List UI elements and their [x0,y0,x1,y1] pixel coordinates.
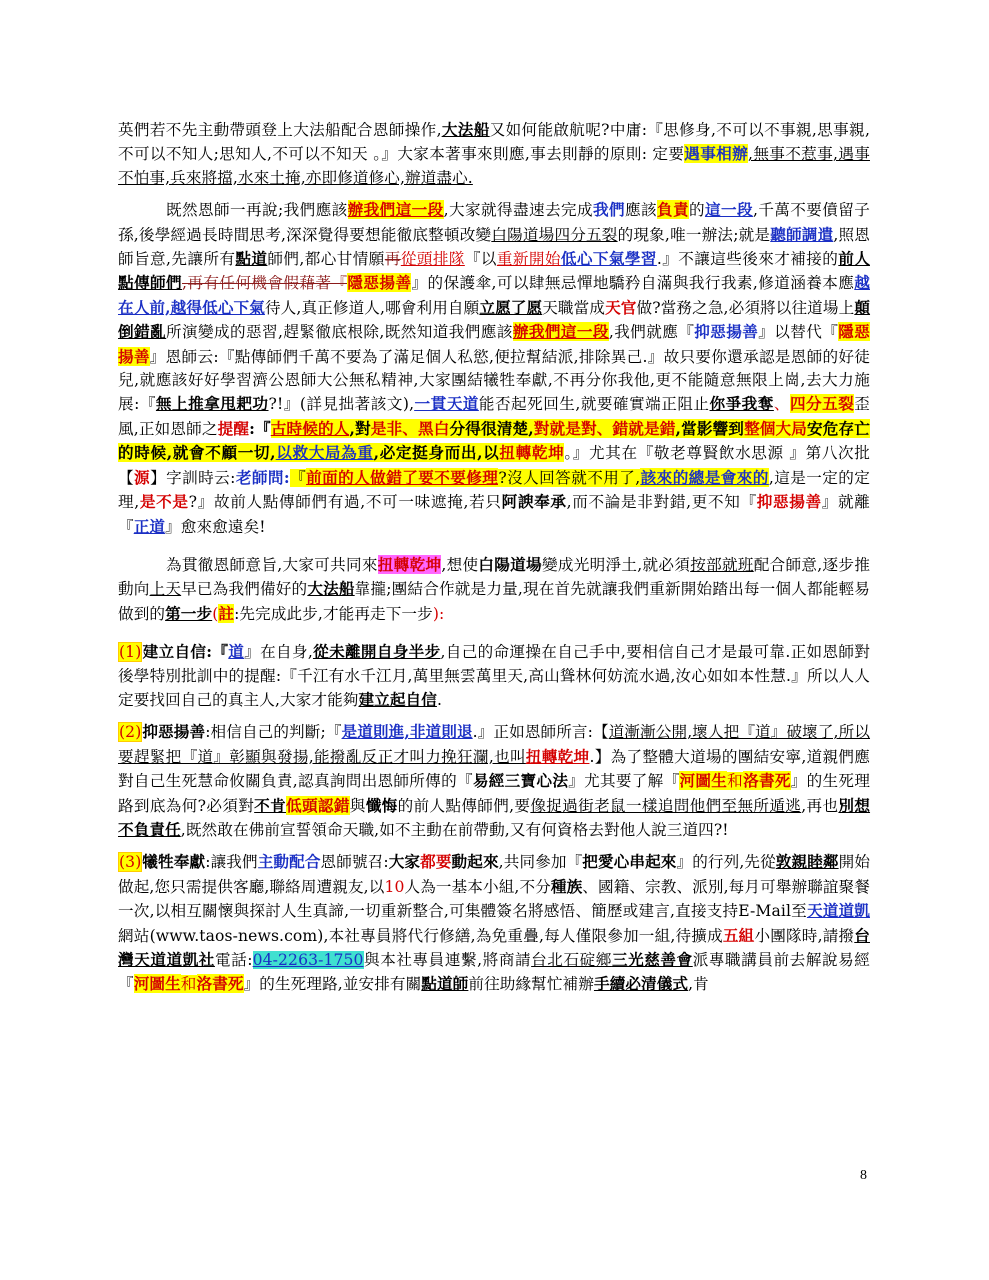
text: :讓我們 [205,853,258,872]
text: 所演變成的惡習,趕緊徹底根除,既然知道我們應該 [166,323,513,342]
text: 的現象,唯一辦法;就是 [617,225,771,244]
text: 』尤其要了解『 [568,772,680,791]
paragraph-2 [118,198,870,539]
highlight: 前面的人做錯了要不要修理 [306,467,499,487]
highlight: 對就是對、錯就是錯 [533,418,676,438]
text: 第一步 [165,603,213,623]
text: ,共同參加『 [498,853,583,872]
highlight: ,必定挺身而出,以 [373,443,500,463]
paragraph-3 [118,553,870,626]
text: 你爭我奪 [709,394,774,414]
text: 前人點傳師們 [118,249,870,293]
highlight: 『 [289,468,307,487]
text: 按部就班 [690,555,754,574]
text: ,既然敢在佛前宣誓領命天職,如不主動在前帶動,又有何資格去對他人說三道四?! [180,820,729,839]
text: :相信自己的判斷;『 [205,723,342,742]
text: ,而不論是非對錯,更不知『 [566,493,757,512]
highlight: ,當影響到 [675,418,745,438]
text: 上天 [149,580,182,599]
text: 低心下氣學習 [560,249,657,269]
text: 主動配合 [257,852,321,872]
text: 大法船 [441,120,490,139]
text: 正道 [133,516,166,536]
text: 與本社專員連繫,將商請 [363,951,532,969]
text: 天官 [605,297,637,317]
highlight: 分得很清楚, [449,418,534,438]
text: 天職當成 [542,298,606,317]
text: 無上推拿甩耙功 [155,394,269,414]
list-item-2 [118,720,870,842]
text: 源 [134,467,151,487]
text: 從未離開自身半步 [312,642,441,662]
text: 種族 [550,876,583,896]
text: 重新開始 [496,250,561,269]
phone-number[interactable]: 04-2263-1750 [252,951,364,969]
text: 扭轉乾坤 [525,746,590,766]
text: 點道 [235,249,268,269]
text: 』在自身, [244,643,313,662]
text: 道 [228,642,245,662]
highlight: 遇事相辦 [684,144,749,164]
text: 能否起死回生,就要確實端正阻止 [478,395,710,414]
text: 配合師意,逐步推動向 [118,555,871,599]
text: 10 [384,877,405,896]
text: 恩師號召: [320,853,389,872]
highlight: 是非、黑白 [370,418,450,438]
text: ?!』(詳見拙著該文), [268,395,415,414]
text: 建立起自信 [358,689,437,709]
highlight: 辦我們這一段 [347,200,444,220]
text: 都要 [420,852,452,872]
document-page [118,118,870,997]
highlight: 和 [180,975,197,994]
text: 懺悔 [365,795,398,815]
highlight: 低頭認錯 [286,795,350,815]
text: 』以替代『 [758,323,839,342]
text: . [436,690,443,709]
text: 別想不負責任 [118,795,871,839]
text: 網站(www.taos-news.com),本社專員將代行修繕,為免重疊,每人僅限參加一組,待擴成 [118,926,723,945]
text: ,再也 [801,796,839,815]
text: 】字訓時云: [150,468,236,487]
highlight: 和 [727,772,744,791]
text: 白陽道場 [478,554,542,574]
highlight: 洛書死 [196,974,244,994]
text: 是道則進,非道則退 [341,722,473,742]
page-number: 8 [860,1168,867,1183]
text: 天道道凱 [806,901,870,921]
text: 五組 [722,925,755,945]
highlight: 負責 [656,200,689,220]
text: 是不是 [139,492,189,512]
highlight: ?沒人回答就不用了, [498,468,641,487]
text: 點道師 [421,974,469,994]
highlight: 整個大局 [744,418,808,438]
text: .』不讓這些後來才補接的 [656,250,839,269]
highlight: 安危存亡的時候,就會不顧一切, [118,418,870,463]
text: 動起來 [451,852,499,872]
text: 易經三寶心法 [472,771,569,791]
text: 開始做起,您只需提供客廳,聯絡周遭親友,以 [118,853,871,896]
text: 與 [349,796,366,815]
text: 白陽道場四分五裂 [491,225,618,244]
text: 人為一基本小組,不分 [404,877,551,896]
text: 靠攏;團結合作就是力量,現在首先就讓我們重新開始踏出每一個人都能輕易做到的 [118,580,870,623]
text: 』恩師云:『點傳師們千萬不要為了滿足個人私慾,便拉幫結派,排除異己.』故只要你還承認是恩師的好徒兒,就應該好好學習濟公恩師大公無私精神,大家團結犧牲奉獻,不再分你我他,更不能隨意無限上崗,去大力施展:『 [118,347,870,414]
text: 台灣天道道凱社 [118,925,870,969]
text: 做?當務之急,必須將以往道場上 [636,298,855,317]
text: 應該 [624,201,657,220]
text: 抑惡揚善 [694,322,759,342]
text: 手續必清儀式 [593,974,689,994]
text: ,再有任何機會假藉著『 [182,274,348,293]
text: 立愿了愿 [479,297,543,317]
text: 抑惡揚善 [756,492,822,512]
text: 派專職講員前去解說易經『 [118,951,870,994]
list-item-1 [118,640,870,712]
text: .』正如恩師所言:【 [472,723,609,742]
text: 像捉過街老鼠一樣追問他們至無所遁逃 [530,796,802,815]
text: 歪風,正如恩師之 [118,395,870,438]
text: 』的生死理路到底為何?必須對 [118,772,871,815]
highlight: 古時候的人 [270,418,350,438]
text: .】為了整體大道場的團結安寧,道親們應對自己生死慧命攸關負責,認真詢問出恩師所傳的『 [118,747,870,791]
highlight: ,對 [349,418,371,438]
text: 我們 [592,200,625,220]
text: 抑惡揚善 [142,722,206,742]
item-number: (1) [119,643,142,662]
text: ,千萬不要僨留子孫,後學經過長時間思考,深深覺得要想能徹底整頓改變 [118,201,870,244]
text: ?』故前人點傳師們有過,不可一味遮掩,若只 [188,493,502,512]
highlight: 註 [218,603,235,623]
text: 為貫徹恩師意旨,大家可共同來 [166,555,378,574]
text: 從頭排隊 [400,250,465,269]
highlight: 辦我們這一段 [512,322,609,342]
text: ,大家就得盡速去完成 [443,201,593,220]
text: 顛倒錯亂 [118,297,871,342]
text: 、 [773,395,790,414]
text: 英們若不先主動帶頭登上大法船配合恩師操作, [118,121,442,139]
text: 電話: [214,951,253,969]
text: 師們,都心甘情願 [267,250,385,269]
text: 再 [384,250,401,269]
highlight: 隱惡揚善 [118,322,870,366]
text: 既然恩師一再說;我們應該 [166,201,348,220]
text: 把愛心串起來 [582,852,677,872]
highlight: 河圖生 [133,974,181,994]
item-number: (2) [119,723,142,742]
text: 小團隊時,請撥 [754,926,855,945]
text: ,自己的命運操在自己手中,要相信自己才是最可靠.正如恩師對後學特別批訓中的提醒:『千江有水千江月,萬里無雲萬里天,高山聳林何妨流水過,汝心如如本性慧.』所以人人定要找回自己的真主人,大家才能夠 [118,643,870,709]
highlight: 河圖生 [679,771,728,791]
text: 。』尤其在『敬老尊賢飲水思源 』第八次批【 [118,444,870,487]
text: 』的生死理路,並安排有關 [243,975,422,994]
highlight: 隱惡揚善 [347,273,412,293]
text: :先完成此步,才能再走下一步 [234,604,433,623]
text: 『以 [464,250,497,269]
text: 聽師調遣 [770,224,834,244]
text: 越在人前,越得低心下氣 [118,273,870,317]
text: 老師問: [235,467,290,487]
text: 』的保護傘,可以肆無忌憚地驕矜自滿與我行我素,修道涵養本應 [411,274,855,293]
text: 敦親睦鄰 [775,852,839,872]
text: 大家 [388,852,421,872]
text: 早已為我們備好的 [181,580,308,599]
text: 不肯 [254,795,287,815]
text: ,照恩師旨意,先讓所有 [118,225,870,269]
text: ,我們就應『 [608,323,695,342]
text: 大法船 [307,579,355,599]
paragraph-1 [118,118,870,190]
text: ( [212,604,219,623]
text: :『 [206,642,229,662]
text: 』愈來愈遠矣! [165,517,266,536]
highlight: 扭轉乾坤 [499,443,565,463]
text: 、國籍、宗教、派別,每月可舉辦聯誼聚餐一次,以相互關懷與探討人生真諦,一切重新整合,可集體簽名將感悟、簡歷或建言,直接支持E-Mail至 [118,877,870,921]
highlight: 該來的總是會來的 [640,467,769,487]
text: 提醒 [217,418,250,438]
highlight: 洛書死 [743,771,791,791]
text: ,想使 [441,555,479,574]
item-number: (3) [119,853,142,872]
list-item-3 [118,850,870,996]
text: 道漸漸公開,壞人把『道』破壞了,所以要趕緊把『道』彰顯與發揚,能撥亂反正才叫力挽狂瀾,也叫 [118,723,871,766]
highlight: 以救大局為重 [275,443,374,463]
text: :『 [249,418,271,438]
text: ,肯 [688,975,709,994]
text: 建立自信 [142,642,207,662]
text: ,這是一定的定理, [118,468,870,512]
text: 又如何能啟航呢?中庸:『思修身,不可以不事親,思事親,不可以不知人;思知人,不可以不知天 。』大家本著事來則應,事去則靜的原則: 定要 [118,121,870,164]
text: 前往助緣幫忙補辦 [468,975,594,994]
text: 的前人點傳師們,要 [397,796,531,815]
text: ,無事不惹事,遇事不怕事,兵來將擋,水來土掩,亦即修道修心,辦道盡心. [118,145,870,187]
text: 阿諛奉承 [501,492,567,512]
text: 犧牲奉獻 [142,852,206,872]
text: 三光慈善會 [611,950,693,969]
text: 台北石碇鄉 [531,951,612,969]
text: 變成光明淨土,就必須 [541,555,691,574]
text: 這一段 [704,200,753,220]
highlight: 扭轉乾坤 [377,554,442,574]
text: 』就離『 [118,493,870,536]
text: 一貫天道 [414,394,479,414]
text: 』的行列,先從 [676,853,776,872]
highlight: 四分五裂 [789,394,855,414]
text: 待人,真正修道人,哪會利用自願 [264,298,480,317]
text: ): [432,604,445,623]
text: 的 [688,201,705,220]
